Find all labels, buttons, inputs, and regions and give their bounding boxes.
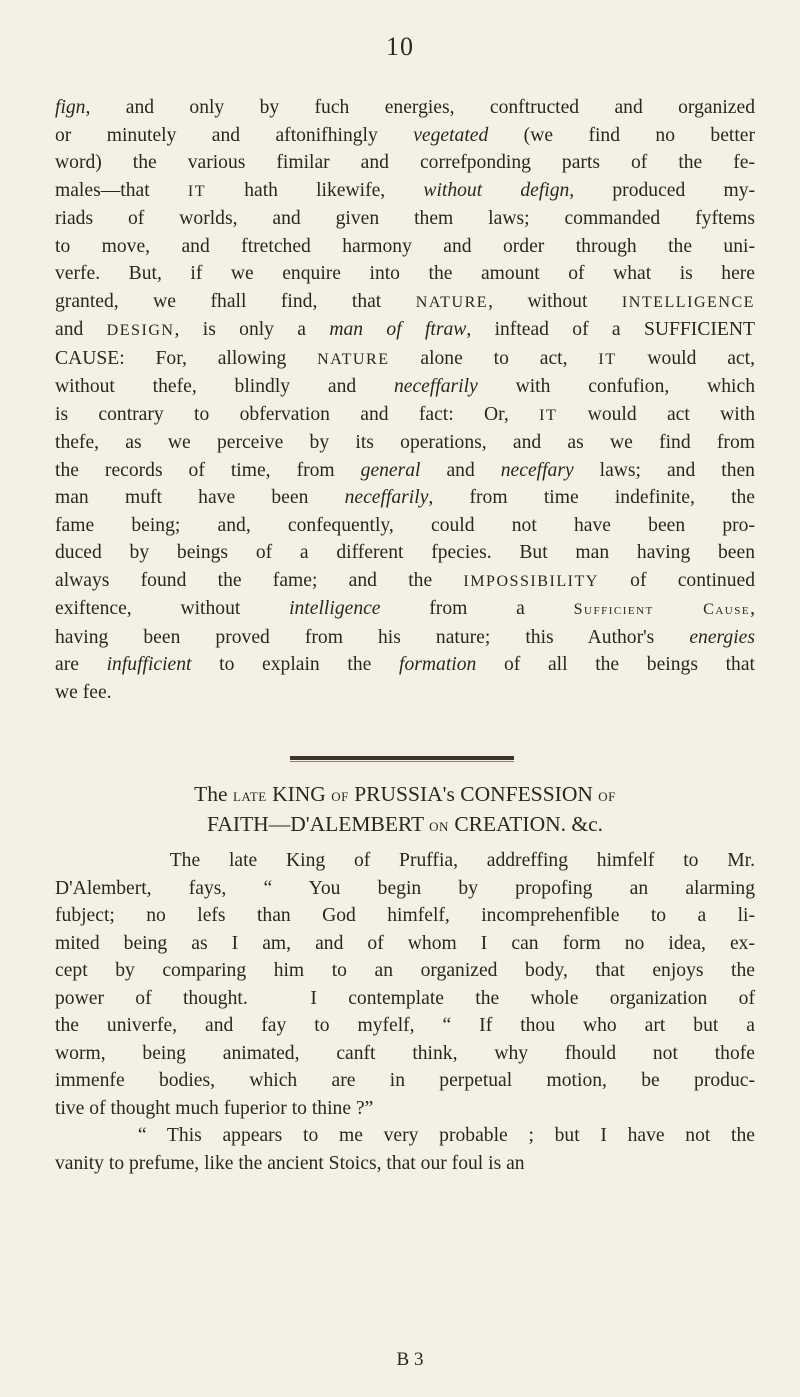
text-segment: or minutely and aftonifhingly [55,124,414,146]
text-line: “ This appears to me very probable ; but I have not the [55,1125,755,1146]
text-segment: would act with [557,403,755,425]
text-line: immenfe bodies, which are in perpetual motion, be produc- [55,1070,755,1091]
text-line [55,149,755,177]
text-line [55,401,755,430]
text-segment: males—that [55,179,188,201]
text-segment: thefe, as we perceive by its operations, and as we find from [55,432,755,453]
text-line [55,316,755,345]
text-segment: infufficient [106,654,192,675]
text-segment: having been proved from his nature; this Author's [55,626,690,648]
heading-text: FAITH—D'ALEMBERT [206,812,430,836]
text-segment: without thefe, blindly and [55,376,394,397]
section-divider-rule [290,756,514,760]
text-segment: Sufficient Cause [573,601,751,618]
text-segment: (we find no better [488,124,755,146]
text-segment: , without [488,290,622,312]
text-segment: DESIGN [106,322,175,339]
text-segment: neceffary [500,459,574,481]
text-line [55,539,755,567]
text-segment: vegetated [413,124,489,146]
text-segment: man muft have been [55,487,345,508]
heading-text: PRUSSIA's CONFESSION [348,782,599,806]
text-line [55,624,755,652]
text-segment: , is only a [174,319,330,340]
text-segment: NATURE [415,293,489,311]
heading-line-1 [55,780,755,810]
text-line [55,457,755,485]
text-line: The late King of Pruffia, addreffing himfelf to Mr. [55,850,755,871]
text-segment: IT [539,406,558,424]
text-line [55,345,755,374]
text-line [55,177,755,206]
text-segment: with confufion, which [477,376,755,397]
text-segment: of all the beings that [476,654,755,675]
text-line [55,567,755,596]
text-line: mited being as I am, and of whom I can form no idea, ex- [55,932,755,954]
text-segment: IMPOSSIBILITY [463,572,599,590]
text-segment: alone to act, [389,347,599,369]
text-line [55,373,755,401]
heading-text: The [194,782,233,806]
signature-mark: B 3 [396,1349,424,1370]
text-segment: duced by beings of a different fpecies. But man having been [55,542,755,563]
text-segment: general [360,459,421,481]
text-segment: the records of time, from [55,459,361,481]
text-segment: granted, we fhall find, that [55,290,416,312]
text-line [55,595,755,624]
paragraph-king-of-prussia-letter [55,847,755,1177]
text-segment: we fee. [55,681,112,703]
text-segment: and [420,459,501,481]
text-line: fubject; no lefs than God himfelf, incomprehenfible to a li- [55,905,755,926]
heading-text: of [598,785,616,805]
text-line [55,94,755,122]
text-segment: word) the various fimilar and correfponding parts of the fe- [55,152,755,173]
heading-line-2 [55,810,755,840]
text-line [55,260,755,288]
text-segment: of continued [598,569,755,591]
text-segment: , inftead of a SUFFICIENT [466,319,755,340]
heading-text: KING [266,782,332,806]
text-segment: are [55,654,107,675]
text-segment: formation [399,654,477,675]
section-heading [55,780,755,840]
text-line [55,512,755,540]
text-line: vanity to prefume, like the ancient Stoics, that our foul is an [55,1152,525,1174]
text-segment: man of ftraw [329,319,467,340]
text-segment: and [55,319,107,340]
text-segment: to explain the [191,654,399,675]
text-line: tive of thought much fuperior to thine ?” [55,1097,374,1119]
text-segment: fign, [55,97,91,118]
text-segment: NATURE [317,350,390,368]
text-segment: IT [187,182,207,200]
text-segment: to move, and ftretched harmony and order through the uni- [55,235,755,257]
text-line [55,233,755,261]
text-segment: , from time indefinite, the [428,487,756,508]
text-segment: intelligence [289,598,381,619]
text-segment: neceffarily [344,487,429,508]
text-line [55,651,755,679]
text-line: worm, being animated, canft think, why fhould not thofe [55,1042,755,1064]
text-segment: energies [689,626,755,648]
text-segment: CAUSE: For, allowing [55,347,318,369]
text-line: D'Alembert, fays, “ You begin by propofing an alarming [55,877,755,899]
text-segment: laws; and then [573,459,755,481]
text-segment: fame being; and, confequently, could not have been pro- [55,514,755,536]
text-segment: riads of worlds, and given them laws; commanded fyftems [55,208,755,229]
heading-text: CREATION. &c. [448,812,604,836]
text-line [55,288,755,317]
page-number: 10 [386,32,414,61]
text-segment: from a [380,598,574,619]
heading-text: of [331,785,349,805]
text-line [55,429,755,457]
text-line [55,679,755,707]
text-line: power of thought. I contemplate the whole organization of [55,987,755,1009]
text-line: cept by comparing him to an organized body, that enjoys the [55,960,755,981]
text-segment: produced my- [574,179,756,201]
text-segment: INTELLIGENCE [621,293,755,311]
text-segment: neceffarily [393,376,478,397]
text-segment: without defign, [423,179,575,201]
text-line [55,484,755,512]
text-line [55,122,755,150]
text-segment: is contrary to obfervation and fact: Or, [55,403,540,425]
text-line [55,205,755,233]
text-segment: would act, [616,347,755,369]
text-segment: , [750,598,755,619]
text-segment: always found the fame; and the [55,569,464,591]
heading-text: on [429,815,449,835]
text-segment: exiftence, without [55,598,290,619]
text-segment: IT [598,350,617,368]
text-segment: verfe. But, if we enquire into the amount of what is here [55,263,755,284]
text-line: the univerfe, and fay to myfelf, “ If thou who art but a [55,1015,755,1036]
heading-text: late [232,785,267,805]
paragraph-design-argument [55,94,755,706]
text-segment: and only by fuch energies, conftructed and organized [90,97,755,118]
text-segment: hath likewife, [206,179,424,201]
